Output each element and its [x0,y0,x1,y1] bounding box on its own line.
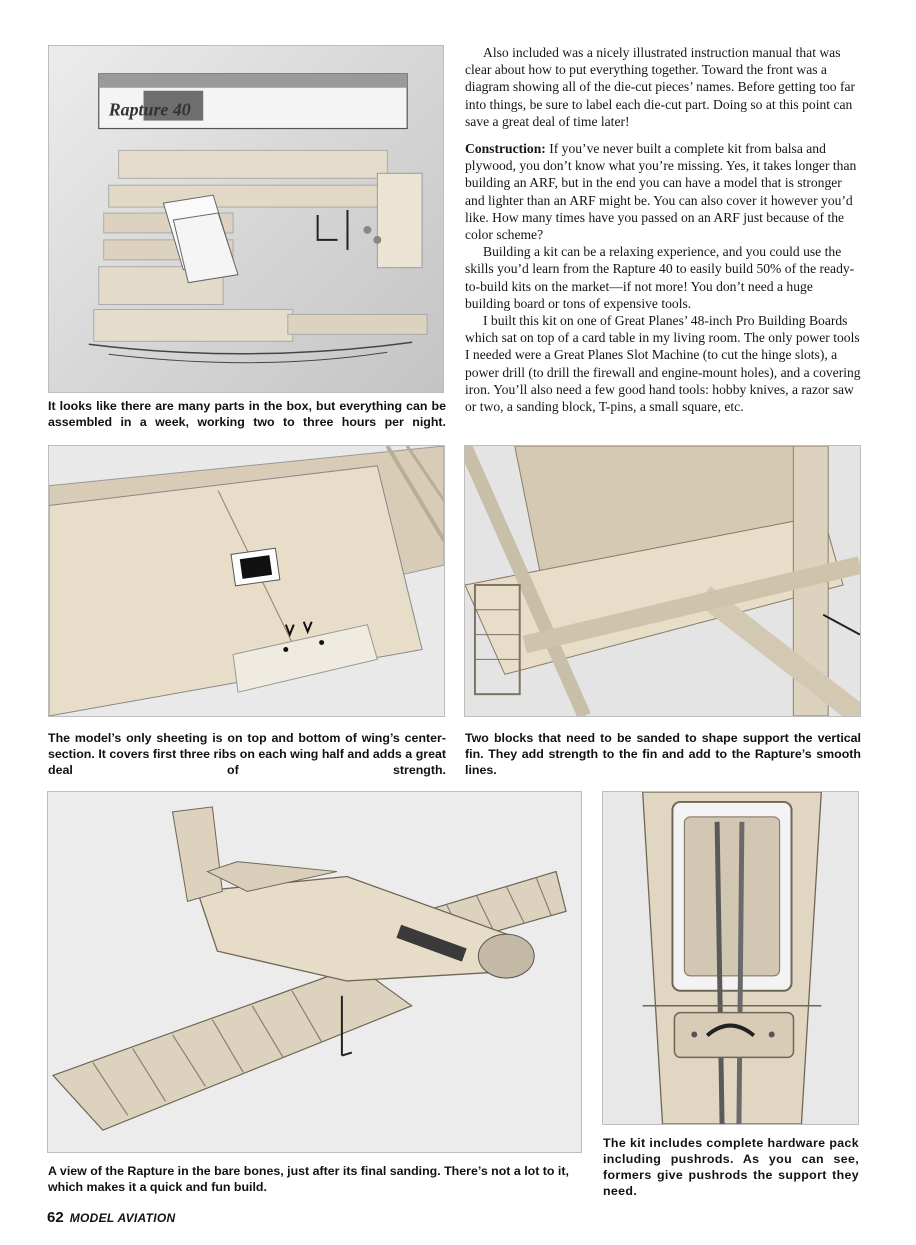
kit-box-caption: It looks like there are many parts in the box, but everything can be assembled in a week, working two to three hours per night. [48,399,446,429]
paragraph-building-board: I built this kit on one of Great Planes’ 48-inch Pro Building Boards which sat on top of a card table in my living room. The only power tools I needed were a Great Planes Slot Machine (to cut the hinge slots), a power drill (to drill the firewall and engine-mount holes), and a covering iron. You’ll also need a few good hand tools: hobby knives, a razor saw or two, a sanding block, T-pins, a small square, etc. [465,313,861,415]
magazine-name: MODEL AVIATION [69,1211,176,1225]
box-label: Rapture 40 [108,99,191,120]
hardware-illustration [603,792,858,1124]
hardware-caption: The kit includes complete hardware pack including pushrods. As you can see, formers give pushrods the support they need. [603,1136,859,1198]
page-footer [47,1209,175,1226]
kit-box-photo [48,45,444,393]
bare-bones-illustration [48,792,581,1152]
wing-center-illustration [49,446,444,716]
paragraph-relaxing: Building a kit can be a relaxing experience, and you could use the skills you’d learn from the Rapture 40 to easily build 50% of the ready-to-build kits on the market—if not more! You don’t need a huge building board or tons of expensive tools. [465,244,855,311]
paragraph-construction [465,140,861,243]
construction-heading: Construction: [465,141,546,157]
paragraph-manual: Also included was a nicely illustrated instruction manual that was clear about how to put everything together. Toward the front was a diagram showing all of the die-cut pieces’ names. Before getting too far into things, be sure to label each die-cut part. Doing so at this point can save a great deal of time later! [465,45,856,129]
article-text [465,44,861,415]
fin-blocks-caption: Two blocks that need to be sanded to shape support the vertical fin. They add strength to the fin and add to the Rapture’s smooth lines. [465,731,861,777]
page-number: 62 [47,1209,64,1226]
hardware-photo [602,791,859,1125]
wing-center-caption: The model’s only sheeting is on top and bottom of wing’s center-section. It covers first three ribs on each wing half and adds a great deal of strength. [48,731,446,777]
wing-center-photo [48,445,445,717]
bare-bones-photo [47,791,582,1153]
fin-blocks-photo [464,445,861,717]
kit-box-illustration [49,46,443,392]
construction-text: If you’ve never built a complete kit from balsa and plywood, you don’t know what you’re missing. Yes, it takes longer than building an ARF, but in the end you can have a model that is stronger and lighter than an ARF might be. You can also cover it however you’d like. How many times have you passed on an ARF just because of the color scheme? [465,141,857,243]
bare-bones-caption: A view of the Rapture in the bare bones, just after its final sanding. There’s not a lot to it, which makes it a quick and fun build. [48,1164,569,1194]
fin-blocks-illustration [465,446,860,716]
